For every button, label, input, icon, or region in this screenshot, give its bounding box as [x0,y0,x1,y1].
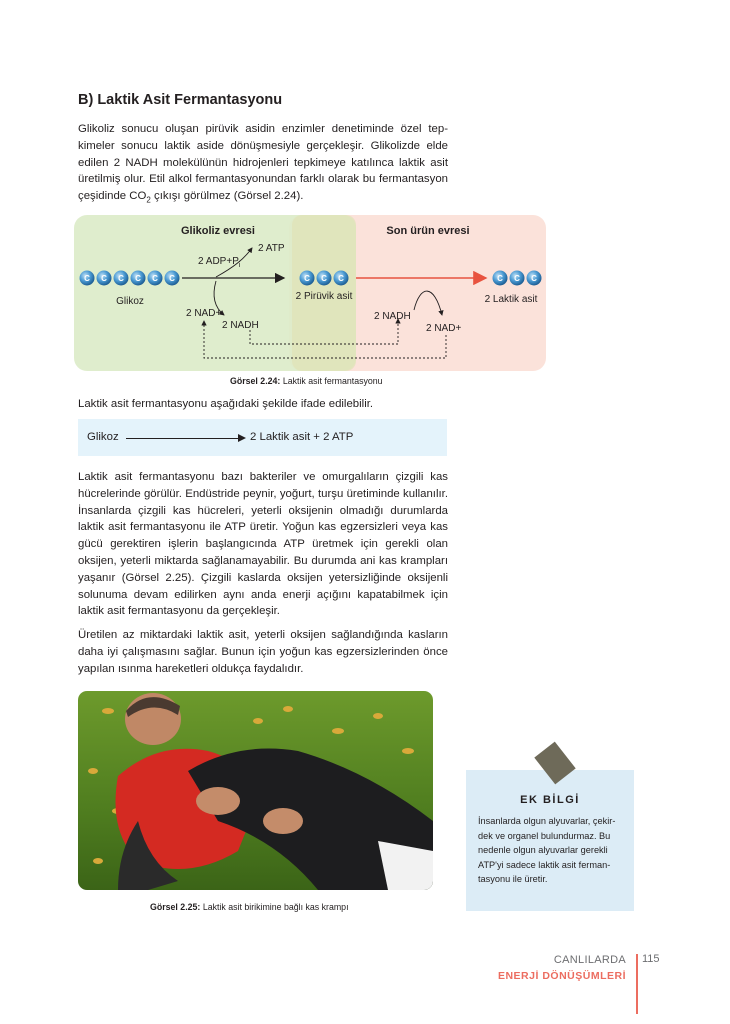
equation-box [78,419,447,456]
pi-subscript: i [238,262,241,269]
photo-caption-text: Laktik asit birikimine bağlı kas krampı [200,902,349,912]
photo-caption-label: Görsel 2.25: [150,902,201,912]
fermentation-diagram [74,215,546,371]
player-hand [263,808,303,834]
atp-label: 2 ATP [258,243,285,254]
note-title: EK BİLGİ [520,794,580,806]
carbon-label: C [152,274,158,283]
carbon-label: C [497,274,503,283]
paragraph-1-end: çıkışı görülmez (Görsel 2.24). [150,190,304,203]
note-text: İnsanlarda olgun alyuvarlar, çekirdek ve organel bulundurmaz. Bu nedenle olgun alyuvarlar gerekli ATP'yi sadece laktik asit fermantasyonu ile üretir. [478,816,616,885]
equation-arrow-line [126,438,242,439]
nad-plus-left-label: 2 NAD+ [186,308,222,319]
photo-caption [150,902,349,912]
nad-plus-right-label: 2 NAD+ [426,323,462,334]
diagram-caption-text: Laktik asit fermantasyonu [280,376,383,386]
carbon-label: C [514,274,520,283]
lactic-acid-label: 2 Laktik asit [484,294,538,305]
page-divider [636,954,638,1014]
cramp-photo-illustration [78,691,433,890]
carbon-label: C [304,274,310,283]
paragraph-1-text: Glikoliz sonucu oluşan pirüvik asidin enzimler denetiminde özel tepkimeler sonucu laktik aside dönüşmesiyle gerçekleşir. Glikolizde elde edilen 2 NADH molekülünün hidrojenleri tepkimeye katılınca laktik asit üretilmiş olur. Etil alkol fermantasyonundan farklı olarak bu fermantasyon çeşidinde CO [78,123,448,203]
footer-subtitle-b: DÖNÜŞÜMLERİ [538,970,626,982]
equation-right: 2 Laktik asit + 2 ATP [250,431,354,443]
nadh-left-label: 2 NADH [222,320,259,331]
footer-subtitle [480,970,626,982]
carbon-label: C [118,274,124,283]
paragraph-2: Laktik asit fermantasyonu bazı bakteriler ve omurgalıların çizgili kas hücrelerinde görülür. Endüstride peynir, yoğurt, turşu üretiminde kullanılır. İnsanlarda çizgili kas hücreleri, yeterli oksijenin olmadığı durumlarda laktik asit fermantasyonu ile ATP üretir. Yoğun kas egzersizleri veya kas gücü gerektiren işlerin başlangıcında ATP üretmek için gerekli olan oksijen, yeterli miktarda sağlanamayabilir. Bu durumda ani kas krampları yaşanır (Görsel 2.25). Çizgili kaslarda oksijen yetersizliğinde oksijenli solunuma devam edilirken aynı anda enerji açığını kapatabilmek için laktik asit fermantasyonu da gerçekleşir. [78,471,448,618]
carbon-label: C [84,274,90,283]
phase-left-title: Glikoliz evresi [181,225,255,237]
diagram-caption [230,376,383,386]
glucose-label: Glikoz [116,296,144,307]
equation-intro: Laktik asit fermantasyonu aşağıdaki şekilde ifade edilebilir. [78,398,374,410]
footer-subtitle-a: ENERJİ [497,970,539,982]
carbon-label: C [101,274,107,283]
section-title: B) Laktik Asit Fermantasyonu [78,92,283,108]
adp-pi-text: 2 ADP+P [198,256,239,267]
extra-info-note [466,770,634,911]
page-number: 115 [642,953,660,965]
player-hand [196,787,240,815]
phase-right-title: Son ürün evresi [386,225,470,237]
carbon-label: C [531,274,537,283]
pyruvate-molecule [300,271,349,286]
co2-subscript: 2 [146,195,151,205]
footer-title: CANLILARDA [553,954,626,966]
carbon-label: C [321,274,327,283]
carbon-label: C [338,274,344,283]
pyruvate-label: 2 Pirüvik asit [295,291,353,302]
paragraph-1 [78,121,448,209]
nadh-right-label: 2 NADH [374,311,411,322]
diagram-caption-label: Görsel 2.24: [230,376,281,386]
carbon-label: C [169,274,175,283]
cramp-photo [78,691,433,890]
lactic-acid-molecule [493,271,542,286]
paragraph-3: Üretilen az miktardaki laktik asit, yeterli oksijen sağlandığında kasların daha iyi çalışmasını sağlar. Bunun için yoğun kas egzersizlerinden önce yapılan ısınma hareketleri oldukça faydalıdır. [78,629,448,675]
equation-left: Glikoz [87,431,119,443]
equation-arrow-head [238,434,246,442]
carbon-label: C [135,274,141,283]
